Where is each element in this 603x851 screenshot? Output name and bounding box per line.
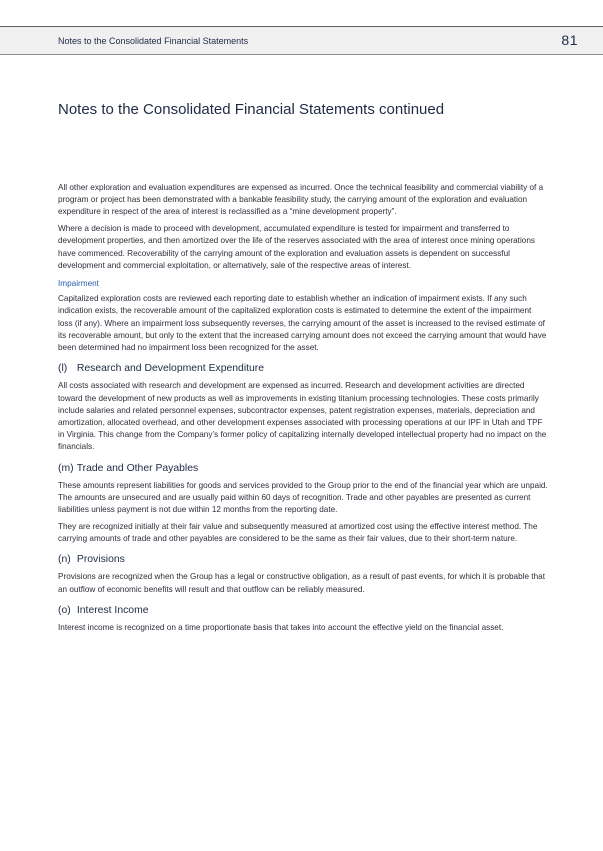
- intro-paragraph-2: Where a decision is made to proceed with development, accumulated expenditure is tested for impairment and transferred to development properties, and then amortized over the life of the reserves associated with the area of interest once mining operations have commenced. Recoverability of the carrying amount of the exploration and evaluation assets is dependent on successful development and commercial exploitation, or alternatively, sale of the respective areas of interest.: [58, 224, 535, 270]
- section-n-heading: [58, 554, 548, 566]
- running-header-title: Notes to the Consolidated Financial Statements: [58, 36, 249, 46]
- section-o-paragraph: Interest income is recognized on a time proportionate basis that takes into account the effective yield on the financial asset.: [58, 623, 504, 633]
- section-m-paragraph-2: They are recognized initially at their fair value and subsequently measured at amortized cost using the effective interest method. The carrying amounts of trade and other payables are considered to be the same as their fair values, due to their short-term nature.: [58, 521, 538, 544]
- section-l-title: Research and Development Expenditure: [76, 363, 265, 375]
- section-o-heading: [58, 605, 548, 617]
- impairment-heading: Impairment: [58, 278, 99, 288]
- intro-paragraph-1: All other exploration and evaluation expenditures are expensed as incurred. Once the technical feasibility and commercial viability of a program or project has been demonstrated with a bankable feasibility study, the carrying amount of the exploration and evaluation expenditure in respect of the area of interest is reclassified as a “mine development property”.: [58, 183, 544, 217]
- impairment-paragraph: Capitalized exploration costs are reviewed each reporting date to establish whether an indication of impairment exists. If any such indication exists, the recoverable amount of the capitalized exploration costs is estimated to determine the extent of the impairment loss (if any). Where an impairment loss subsequently reverses, the carrying amount of the asset is increased to the revised estimate of its recoverable amount, but only to the extent that the increased carrying amount does not exceed the carrying amount that would have been determined had no impairment loss been recognized for the asset.: [58, 294, 547, 352]
- section-o-letter: (o): [58, 604, 71, 616]
- page-number: 81: [561, 32, 578, 48]
- section-l-letter: (l): [58, 363, 68, 375]
- section-l-heading: [58, 363, 548, 375]
- section-m-heading: [58, 463, 548, 475]
- section-n-title: Provisions: [76, 554, 125, 566]
- section-n-letter: (n): [58, 554, 71, 566]
- page-title: Notes to the Consolidated Financial Statements continued: [58, 101, 445, 118]
- section-l-paragraph: All costs associated with research and development are expensed as incurred. Research and development activities are directed toward the development of new products as well as improvements in existing titanium processing technologies. These costs primarily include salaries and related personnel expenses, subcontractor expenses, patent registration expenses, materials, depreciation and amortization, allocated overhead, and other development expenses associated with processing operations at our IPF in Utah and TPF in Virginia. This change from the Company’s former policy of capitalizing internally developed intellectual property had no impact on the financials.: [58, 381, 547, 452]
- section-n-paragraph: Provisions are recognized when the Group has a legal or constructive obligation, as a result of past events, for which it is probable that an outflow of economic benefits will result and that outflow can be reliably measured.: [58, 572, 545, 594]
- section-m-paragraph-1: These amounts represent liabilities for goods and services provided to the Group prior to the end of the financial year which are unpaid. The amounts are unsecured and are usually paid within 60 days of recognition. Trade and other payables are presented as current liabilities unless payment is not due within 12 months from the reporting date.: [58, 480, 548, 515]
- section-o-title: Interest Income: [76, 604, 149, 616]
- section-m-title: Trade and Other Payables: [76, 462, 199, 474]
- document-body: [58, 182, 548, 639]
- section-m-letter: (m): [58, 462, 74, 474]
